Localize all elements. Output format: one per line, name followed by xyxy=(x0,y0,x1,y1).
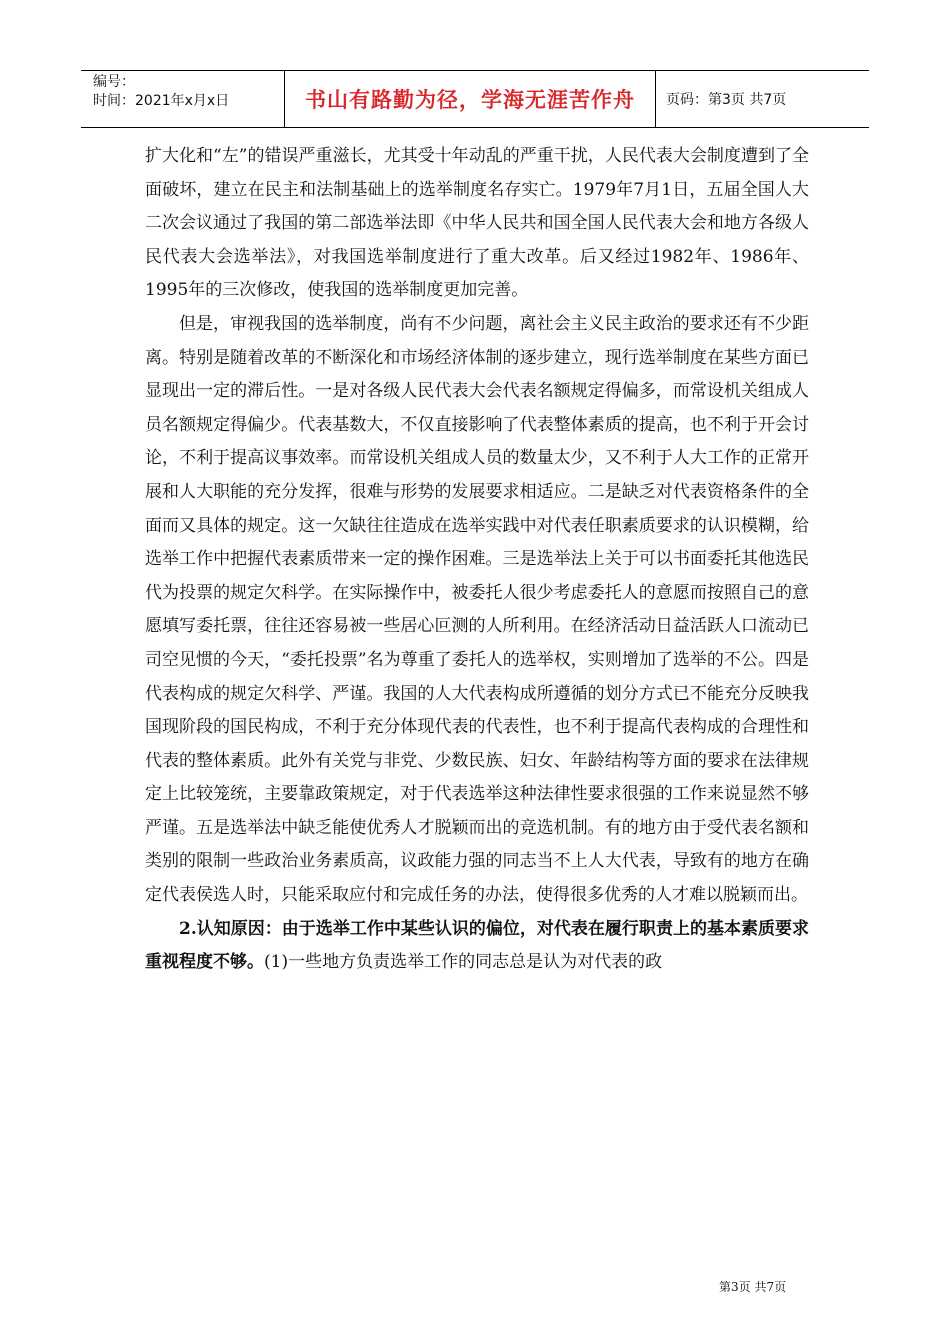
header-page-number: 页码：第3页 共7页 xyxy=(666,92,787,108)
header-motto: 书山有路勤为径，学海无涯苦作舟 xyxy=(284,71,656,127)
page-header xyxy=(81,70,869,128)
body-paragraph-1: 扩大化和“左”的错误严重滋长，尤其受十年动乱的严重干扰，人民代表大会制度遭到了全面破坏，建立在民主和法制基础上的选举制度名存实亡。1979年7月1日，五届全国人大二次会议通过了我国的第二部选举法即《中华人民共和国全国人民代表大会和地方各级人民代表大会选举法》，对我国选举制度进行了重大改革。后又经过1982年、1986年、1995年的三次修改，使我国的选举制度更加完善。 xyxy=(145,146,809,301)
document-date-label: 时间：2021年x月x日 xyxy=(93,93,230,109)
header-meta xyxy=(81,71,284,127)
body-paragraph-2: 但是，审视我国的选举制度，尚有不少问题，离社会主义民主政治的要求还有不少距离。特别是随着改革的不断深化和市场经济体制的逐步建立，现行选举制度在某些方面已显现出一定的滞后性。一是对各级人民代表大会代表名额规定得偏多，而常设机关组成人员名额规定得偏少。代表基数大，不仅直接影响了代表整体素质的提高，也不利于开会讨论，不利于提高议事效率。而常设机关组成人员的数量太少，又不利于人大工作的正常开展和人大职能的充分发挥，很难与形势的发展要求相适应。二是缺乏对代表资格条件的全面而又具体的规定。这一欠缺往往造成在选举实践中对代表任职素质要求的认识模糊，给选举工作中把握代表素质带来一定的操作困难。三是选举法上关于可以书面委托其他选民代为投票的规定欠科学。在实际操作中，被委托人很少考虑委托人的意愿而按照自己的意愿填写委托票，往往还容易被一些居心叵测的人所利用。在经济活动日益活跃人口流动已司空见惯的今天，“委托投票”名为尊重了委托人的选举权，实则增加了选举的不公。四是代表构成的规定欠科学、严谨。我国的人大代表构成所遵循的划分方式已不能充分反映我国现阶段的国民构成，不利于充分体现代表的代表性，也不利于提高代表构成的合理性和代表的整体素质。此外有关党与非党、少数民族、妇女、年龄结构等方面的要求在法律规定上比较笼统，主要靠政策规定，对于代表选举这种法律性要求很强的工作来说显然不够严谨。五是选举法中缺乏能使优秀人才脱颖而出的竞选机制。有的地方由于受代表名额和类别的限制一些政治业务素质高，议政能力强的同志当不上人大代表，导致有的地方在确定代表侯选人时，只能采取应付和完成任务的办法，使得很多优秀的人才难以脱颖而出。 xyxy=(145,313,809,906)
section-text: (1)一些地方负责选举工作的同志总是认为对代表的政 xyxy=(264,952,663,973)
document-number-label: 编号： xyxy=(93,74,135,90)
page-footer-number: 第3页 共7页 xyxy=(719,1280,787,1294)
section-heading: 2.认知原因：由于选举工作中某些认识的偏位，对代表在履行职责上的基本素质要求重视程度不够。 xyxy=(145,918,809,973)
body-paragraph-3 xyxy=(145,913,809,980)
document-body xyxy=(145,140,809,980)
